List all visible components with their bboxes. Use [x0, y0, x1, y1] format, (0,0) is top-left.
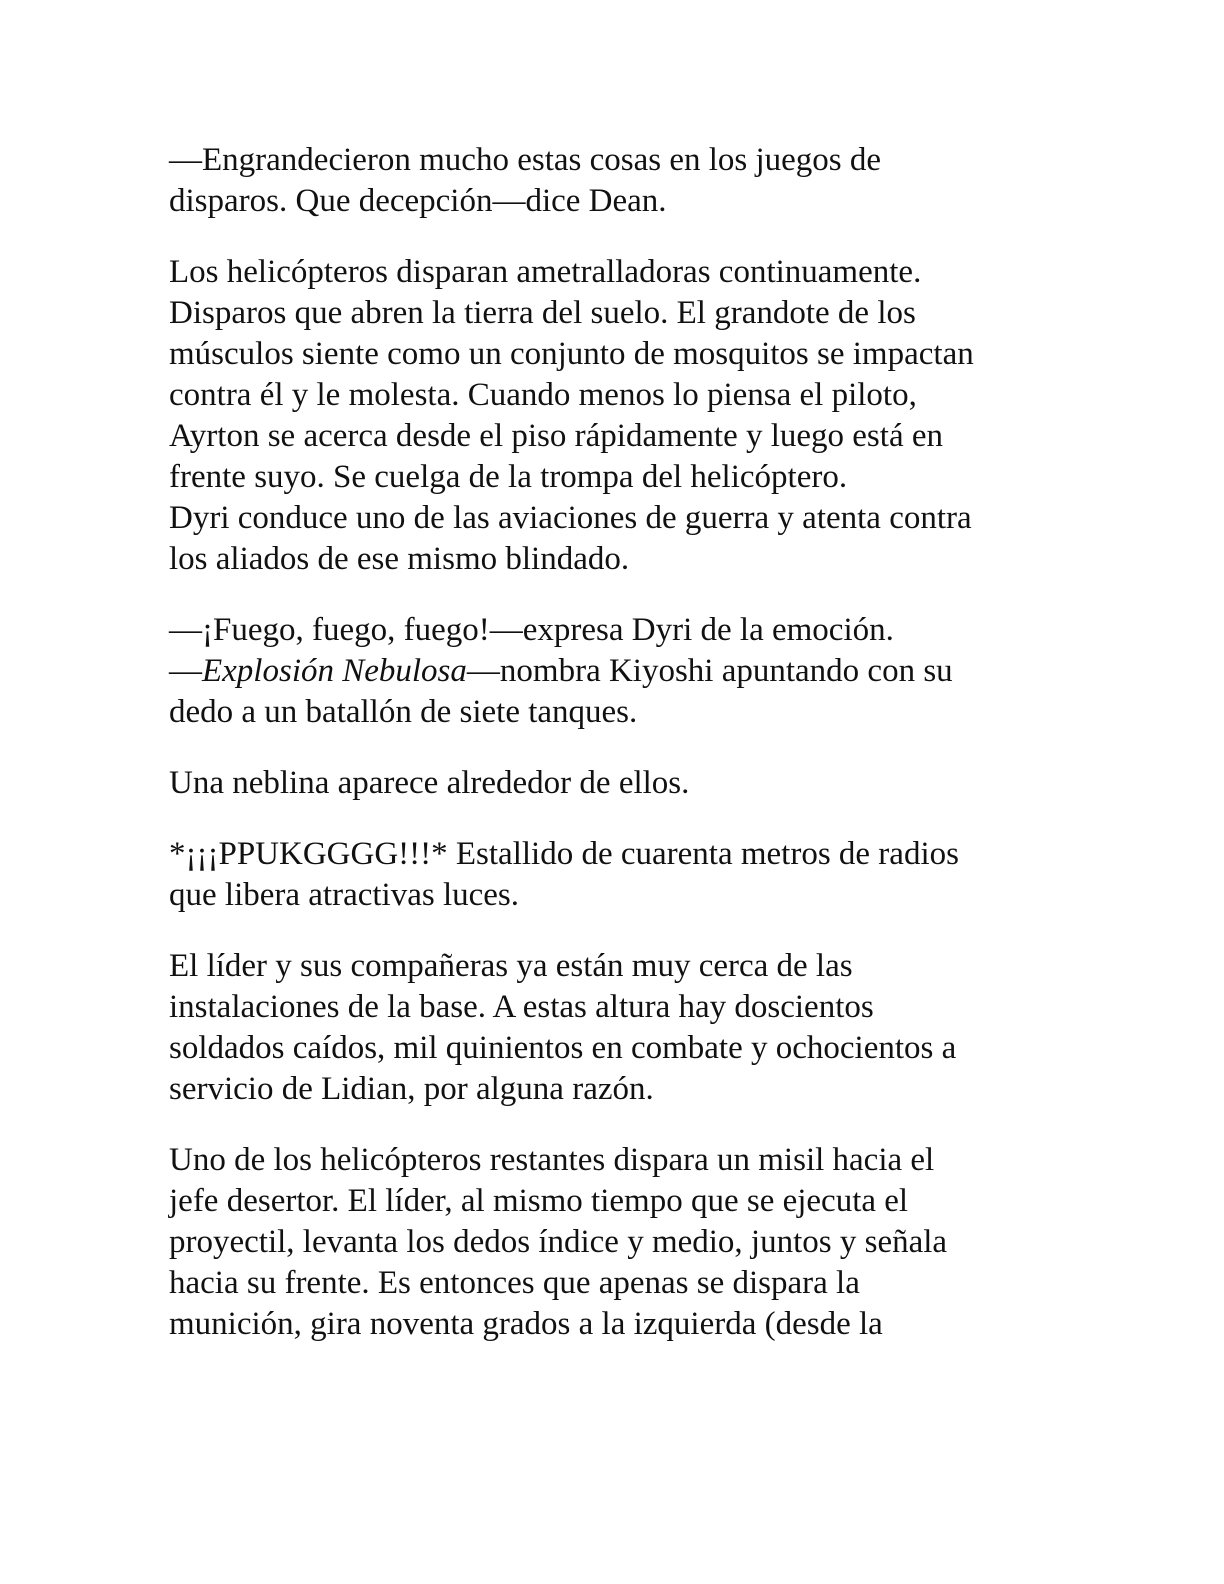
- paragraph-7: [169, 1140, 1069, 1345]
- paragraph-4: [169, 763, 1069, 804]
- italic-phrase: Explosión Nebulosa: [202, 653, 467, 689]
- text-line: Disparos que abren la tierra del suelo. El grandote de los: [169, 295, 916, 331]
- text-line: que libera atractivas luces.: [169, 877, 519, 913]
- text-line: frente suyo. Se cuelga de la trompa del helicóptero.: [169, 459, 848, 495]
- text-line: proyectil, levanta los dedos índice y medio, juntos y señala: [169, 1224, 948, 1260]
- text-line: servicio de Lidian, por alguna razón.: [169, 1071, 654, 1107]
- text-line: Uno de los helicópteros restantes dispara un misil hacia el: [169, 1142, 935, 1178]
- paragraph-5: [169, 834, 1069, 916]
- text-line: los aliados de ese mismo blindado.: [169, 541, 630, 577]
- dialogue-tag: —nombra Kiyoshi apuntando con su: [466, 653, 953, 689]
- paragraph-2: [169, 252, 1069, 580]
- text-line: contra él y le molesta. Cuando menos lo piensa el piloto,: [169, 377, 917, 413]
- text-line: munición, gira noventa grados a la izquierda (desde la: [169, 1306, 883, 1342]
- text-line: Ayrton se acerca desde el piso rápidamente y luego está en: [169, 418, 943, 454]
- document-body: [169, 140, 1069, 1375]
- text-line: —¡Fuego, fuego, fuego!—expresa Dyri de la emoción.: [169, 612, 894, 648]
- text-line: instalaciones de la base. A estas altura hay doscientos: [169, 989, 874, 1025]
- paragraph-1: [169, 140, 1069, 222]
- paragraph-3: [169, 610, 1069, 733]
- text-line: *¡¡¡PPUKGGGG!!!* Estallido de cuarenta metros de radios: [169, 836, 959, 872]
- text-line: Una neblina aparece alrededor de ellos.: [169, 765, 690, 801]
- text-line: —Engrandecieron mucho estas cosas en los juegos de: [169, 142, 882, 178]
- text-line: músculos siente como un conjunto de mosquitos se impactan: [169, 336, 974, 372]
- text-line: jefe desertor. El líder, al mismo tiempo que se ejecuta el: [169, 1183, 909, 1219]
- paragraph-6: [169, 946, 1069, 1110]
- text-line: hacia su frente. Es entonces que apenas se dispara la: [169, 1265, 860, 1301]
- text-line: soldados caídos, mil quinientos en combate y ochocientos a: [169, 1030, 957, 1066]
- text-line: [169, 651, 1069, 692]
- text-line: dedo a un batallón de siete tanques.: [169, 694, 638, 730]
- text-line: Dyri conduce uno de las aviaciones de guerra y atenta contra: [169, 500, 972, 536]
- text-line: Los helicópteros disparan ametralladoras continuamente.: [169, 254, 922, 290]
- text-line: disparos. Que decepción—dice Dean.: [169, 183, 667, 219]
- dialogue-dash: —: [169, 653, 202, 689]
- text-line: El líder y sus compañeras ya están muy cerca de las: [169, 948, 853, 984]
